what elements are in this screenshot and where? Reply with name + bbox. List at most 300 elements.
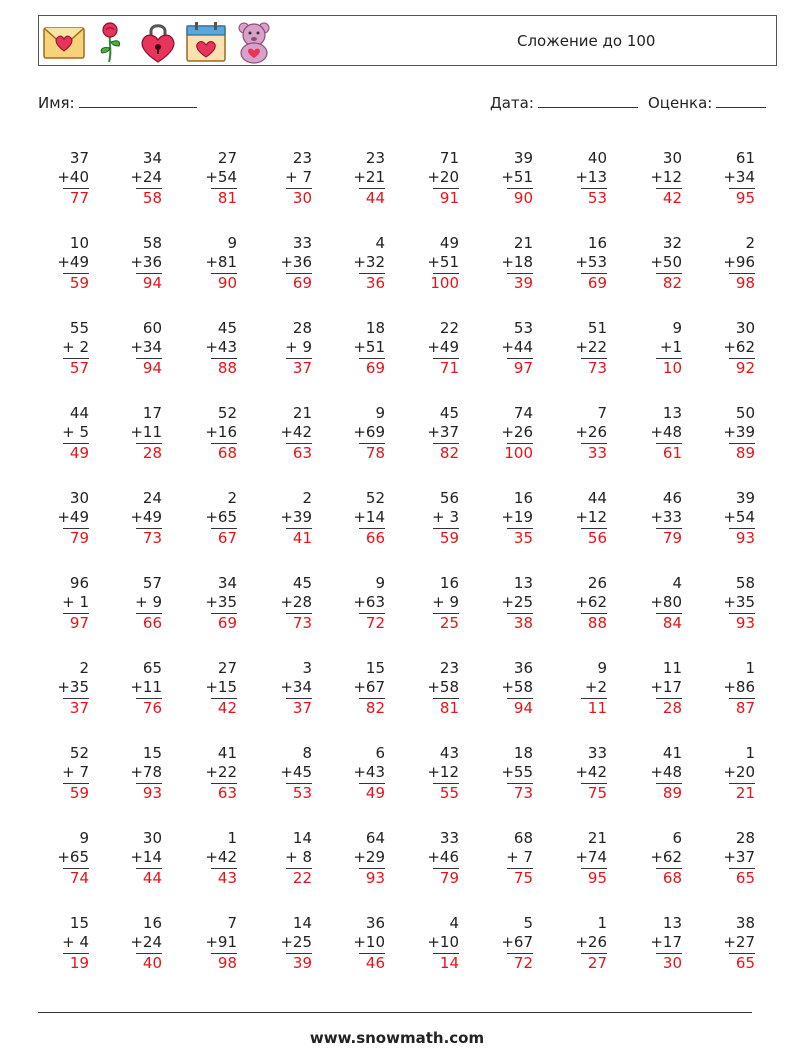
addend-top: 51 (587, 319, 607, 337)
answer: 69 (217, 614, 237, 632)
addition-problem (112, 403, 162, 473)
grade-label: Оценка: (648, 94, 713, 112)
addend-top: 15 (365, 659, 385, 677)
addend-top: 13 (513, 574, 533, 592)
addition-problem (557, 913, 607, 983)
answer: 53 (292, 784, 312, 802)
addend-bottom: +37 (427, 423, 459, 441)
addend-top: 9 (672, 319, 682, 337)
addend-top: 56 (439, 489, 459, 507)
answer: 75 (513, 869, 533, 887)
answer: 41 (292, 529, 312, 547)
answer: 93 (735, 529, 755, 547)
answer: 36 (365, 274, 385, 292)
addition-problem (632, 148, 682, 218)
addend-top: 32 (662, 234, 682, 252)
addend-bottom: +55 (501, 763, 533, 781)
addend-bottom: +48 (650, 423, 682, 441)
addend-top: 4 (375, 234, 385, 252)
addend-top: 30 (69, 489, 89, 507)
addend-bottom: +86 (723, 678, 755, 696)
addition-problem (632, 233, 682, 303)
answer: 21 (735, 784, 755, 802)
addition-problem (112, 658, 162, 728)
addend-bottom: +19 (501, 508, 533, 526)
addend-top: 44 (69, 404, 89, 422)
addend-top: 53 (513, 319, 533, 337)
addition-problem (335, 403, 385, 473)
addition-problem (335, 148, 385, 218)
answer: 100 (504, 444, 533, 462)
answer: 30 (292, 189, 312, 207)
addend-bottom: +36 (280, 253, 312, 271)
addend-bottom: +24 (130, 168, 162, 186)
addend-top: 27 (217, 659, 237, 677)
addend-top: 60 (142, 319, 162, 337)
addition-problem (409, 828, 459, 898)
answer: 66 (142, 614, 162, 632)
addend-bottom: +44 (501, 338, 533, 356)
answer: 93 (142, 784, 162, 802)
addend-bottom: +13 (575, 168, 607, 186)
answer: 27 (587, 954, 607, 972)
addend-top: 10 (69, 234, 89, 252)
answer: 94 (142, 359, 162, 377)
addend-bottom: +10 (353, 933, 385, 951)
addition-problem (632, 913, 682, 983)
addend-top: 2 (745, 234, 755, 252)
addend-top: 57 (142, 574, 162, 592)
answer: 76 (142, 699, 162, 717)
answer: 98 (217, 954, 237, 972)
answer: 84 (662, 614, 682, 632)
addition-problem (632, 743, 682, 813)
answer: 39 (513, 274, 533, 292)
addend-bottom: +20 (427, 168, 459, 186)
answer: 95 (735, 189, 755, 207)
addend-top: 11 (662, 659, 682, 677)
addend-bottom: +12 (575, 508, 607, 526)
addend-bottom: +62 (575, 593, 607, 611)
addend-bottom: +49 (130, 508, 162, 526)
addend-top: 43 (439, 744, 459, 762)
addend-bottom: +54 (723, 508, 755, 526)
addend-top: 1 (597, 914, 607, 932)
addition-problem (483, 318, 533, 388)
addition-problem (557, 318, 607, 388)
addition-problem (483, 488, 533, 558)
addition-problem (39, 658, 89, 728)
addition-problem (409, 488, 459, 558)
addend-top: 9 (597, 659, 607, 677)
addend-top: 15 (142, 744, 162, 762)
addend-bottom: +67 (501, 933, 533, 951)
addend-top: 17 (142, 404, 162, 422)
addend-top: 6 (375, 744, 385, 762)
date-label: Дата: (490, 94, 534, 112)
answer: 59 (69, 274, 89, 292)
addend-top: 52 (69, 744, 89, 762)
addend-top: 68 (513, 829, 533, 847)
addition-problem (262, 403, 312, 473)
addend-bottom: + 1 (62, 593, 89, 611)
addend-bottom: +49 (57, 253, 89, 271)
answer: 38 (513, 614, 533, 632)
addition-problem (632, 573, 682, 643)
answer: 75 (587, 784, 607, 802)
addition-problem (39, 828, 89, 898)
addend-top: 13 (662, 914, 682, 932)
addition-problem (112, 743, 162, 813)
answer: 97 (513, 359, 533, 377)
addend-top: 2 (302, 489, 312, 507)
addend-bottom: +42 (280, 423, 312, 441)
addition-problem (187, 743, 237, 813)
addend-top: 58 (735, 574, 755, 592)
addition-problem (335, 233, 385, 303)
addend-bottom: +11 (130, 423, 162, 441)
answer: 28 (142, 444, 162, 462)
addition-problem (187, 573, 237, 643)
addition-problem (557, 148, 607, 218)
addition-problem (39, 488, 89, 558)
addend-top: 24 (142, 489, 162, 507)
addition-problem (632, 488, 682, 558)
addend-bottom: +78 (130, 763, 162, 781)
addition-problem (187, 658, 237, 728)
addition-problem (187, 913, 237, 983)
addend-top: 21 (587, 829, 607, 847)
addend-top: 18 (365, 319, 385, 337)
addition-problem (705, 913, 755, 983)
answer: 68 (217, 444, 237, 462)
addend-bottom: + 8 (285, 848, 312, 866)
addend-top: 28 (292, 319, 312, 337)
addend-bottom: + 9 (135, 593, 162, 611)
addition-problem (705, 318, 755, 388)
addition-problem (483, 743, 533, 813)
answer: 37 (69, 699, 89, 717)
addend-bottom: + 7 (62, 763, 89, 781)
addition-problem (187, 148, 237, 218)
addition-problem (112, 573, 162, 643)
addend-bottom: +16 (205, 423, 237, 441)
answer: 79 (662, 529, 682, 547)
addend-bottom: +32 (353, 253, 385, 271)
answer: 49 (69, 444, 89, 462)
answer: 35 (513, 529, 533, 547)
addend-top: 45 (217, 319, 237, 337)
addition-problem (39, 743, 89, 813)
addend-bottom: +33 (650, 508, 682, 526)
addition-problem (632, 658, 682, 728)
addend-top: 34 (142, 149, 162, 167)
addition-problem (705, 403, 755, 473)
addend-bottom: +35 (205, 593, 237, 611)
addition-problem (39, 913, 89, 983)
answer: 42 (662, 189, 682, 207)
addend-top: 23 (439, 659, 459, 677)
answer: 89 (735, 444, 755, 462)
addition-problem (483, 828, 533, 898)
answer: 69 (292, 274, 312, 292)
addition-problem (705, 658, 755, 728)
answer: 57 (69, 359, 89, 377)
addend-top: 61 (735, 149, 755, 167)
addend-top: 74 (513, 404, 533, 422)
addend-top: 22 (439, 319, 459, 337)
addend-top: 9 (227, 234, 237, 252)
answer: 55 (439, 784, 459, 802)
addition-problem (39, 318, 89, 388)
answer: 71 (439, 359, 459, 377)
addition-problem (409, 743, 459, 813)
addition-problem (632, 828, 682, 898)
addend-top: 1 (745, 744, 755, 762)
addition-problem (483, 148, 533, 218)
answer: 88 (217, 359, 237, 377)
addend-top: 46 (662, 489, 682, 507)
addend-bottom: +80 (650, 593, 682, 611)
addend-bottom: +42 (205, 848, 237, 866)
addend-bottom: + 3 (432, 508, 459, 526)
answer: 43 (217, 869, 237, 887)
addend-top: 52 (217, 404, 237, 422)
addition-problem (557, 658, 607, 728)
addend-top: 7 (227, 914, 237, 932)
addend-bottom: +46 (427, 848, 459, 866)
addend-top: 37 (69, 149, 89, 167)
addend-top: 2 (227, 489, 237, 507)
addition-problem (39, 148, 89, 218)
answer: 73 (292, 614, 312, 632)
addend-top: 14 (292, 914, 312, 932)
addend-top: 39 (513, 149, 533, 167)
addend-bottom: +34 (280, 678, 312, 696)
answer: 63 (217, 784, 237, 802)
answer: 59 (439, 529, 459, 547)
addend-bottom: +2 (584, 678, 607, 696)
answer: 58 (142, 189, 162, 207)
addend-top: 5 (523, 914, 533, 932)
addition-problem (262, 488, 312, 558)
worksheet-title: Сложение до 100 (517, 32, 656, 50)
addition-problem (409, 148, 459, 218)
addend-bottom: +49 (57, 508, 89, 526)
addition-problem (112, 828, 162, 898)
addend-top: 28 (735, 829, 755, 847)
answer: 93 (365, 869, 385, 887)
answer: 89 (662, 784, 682, 802)
answer: 53 (587, 189, 607, 207)
addend-bottom: +74 (575, 848, 607, 866)
addend-top: 13 (662, 404, 682, 422)
addition-problem (39, 573, 89, 643)
answer: 39 (292, 954, 312, 972)
addend-top: 39 (735, 489, 755, 507)
addend-bottom: +21 (353, 168, 385, 186)
addend-bottom: +69 (353, 423, 385, 441)
footer-divider (38, 1012, 752, 1013)
addend-bottom: +58 (427, 678, 459, 696)
addend-bottom: +91 (205, 933, 237, 951)
addend-bottom: +51 (501, 168, 533, 186)
answer: 22 (292, 869, 312, 887)
answer: 44 (365, 189, 385, 207)
answer: 98 (735, 274, 755, 292)
addend-top: 7 (597, 404, 607, 422)
answer: 93 (735, 614, 755, 632)
addend-top: 9 (79, 829, 89, 847)
addition-problem (557, 233, 607, 303)
addend-top: 21 (513, 234, 533, 252)
addend-top: 4 (672, 574, 682, 592)
addend-top: 26 (587, 574, 607, 592)
addition-problem (705, 828, 755, 898)
answer: 72 (513, 954, 533, 972)
addend-bottom: +45 (280, 763, 312, 781)
addition-problem (262, 828, 312, 898)
addend-bottom: +65 (57, 848, 89, 866)
addend-bottom: + 5 (62, 423, 89, 441)
addition-problem (112, 913, 162, 983)
addition-problem (483, 233, 533, 303)
answer: 91 (439, 189, 459, 207)
addition-problem (335, 658, 385, 728)
answer: 59 (69, 784, 89, 802)
addend-bottom: +14 (130, 848, 162, 866)
answer: 79 (439, 869, 459, 887)
addend-top: 1 (745, 659, 755, 677)
addend-top: 27 (217, 149, 237, 167)
addend-bottom: +36 (130, 253, 162, 271)
addend-top: 16 (439, 574, 459, 592)
addend-top: 52 (365, 489, 385, 507)
addend-top: 30 (142, 829, 162, 847)
addend-bottom: +20 (723, 763, 755, 781)
addend-bottom: + 4 (62, 933, 89, 951)
addition-problem (187, 403, 237, 473)
addend-bottom: +43 (205, 338, 237, 356)
answer: 66 (365, 529, 385, 547)
answer: 25 (439, 614, 459, 632)
addend-top: 36 (365, 914, 385, 932)
addend-bottom: +39 (723, 423, 755, 441)
addend-bottom: +37 (723, 848, 755, 866)
addend-bottom: +53 (575, 253, 607, 271)
addition-problem (335, 828, 385, 898)
addition-problem (112, 233, 162, 303)
addition-problem (483, 573, 533, 643)
addend-top: 8 (302, 744, 312, 762)
addition-problem (112, 318, 162, 388)
addition-problem (483, 913, 533, 983)
answer: 81 (439, 699, 459, 717)
addend-top: 15 (69, 914, 89, 932)
addend-bottom: +17 (650, 933, 682, 951)
addend-top: 21 (292, 404, 312, 422)
addend-bottom: +51 (353, 338, 385, 356)
addend-top: 50 (735, 404, 755, 422)
addend-bottom: +35 (57, 678, 89, 696)
addend-bottom: + 7 (285, 168, 312, 186)
addend-top: 14 (292, 829, 312, 847)
addition-problem (705, 488, 755, 558)
answer: 69 (365, 359, 385, 377)
addition-problem (409, 573, 459, 643)
addition-problem (705, 573, 755, 643)
addition-problem (409, 658, 459, 728)
answer: 42 (217, 699, 237, 717)
addend-top: 16 (587, 234, 607, 252)
answer: 30 (662, 954, 682, 972)
answer: 37 (292, 699, 312, 717)
addend-top: 36 (513, 659, 533, 677)
addend-top: 55 (69, 319, 89, 337)
addition-problem (335, 488, 385, 558)
addition-problem (409, 913, 459, 983)
addition-problem (557, 573, 607, 643)
addition-problem (262, 148, 312, 218)
addend-top: 33 (587, 744, 607, 762)
addition-problem (187, 828, 237, 898)
addend-bottom: +51 (427, 253, 459, 271)
addition-problem (557, 828, 607, 898)
footer-url[interactable]: www.snowmath.com (309, 1029, 485, 1047)
addition-problem (409, 403, 459, 473)
addition-problem (409, 318, 459, 388)
addition-problem (557, 743, 607, 813)
addition-problem (187, 233, 237, 303)
addend-bottom: +43 (353, 763, 385, 781)
addend-bottom: +50 (650, 253, 682, 271)
addend-top: 71 (439, 149, 459, 167)
addend-top: 1 (227, 829, 237, 847)
addend-bottom: +35 (723, 593, 755, 611)
answer: 81 (217, 189, 237, 207)
addend-bottom: +18 (501, 253, 533, 271)
answer: 40 (142, 954, 162, 972)
addend-top: 30 (662, 149, 682, 167)
answer: 82 (365, 699, 385, 717)
answer: 73 (142, 529, 162, 547)
addend-top: 44 (587, 489, 607, 507)
addition-problem (39, 403, 89, 473)
addend-top: 3 (302, 659, 312, 677)
addend-top: 34 (217, 574, 237, 592)
answer: 14 (439, 954, 459, 972)
addend-top: 96 (69, 574, 89, 592)
addend-top: 6 (672, 829, 682, 847)
addend-top: 49 (439, 234, 459, 252)
addition-problem (112, 148, 162, 218)
answer: 63 (292, 444, 312, 462)
addend-top: 64 (365, 829, 385, 847)
addend-bottom: + 9 (285, 338, 312, 356)
answer: 73 (587, 359, 607, 377)
addend-bottom: +62 (650, 848, 682, 866)
addend-bottom: +34 (130, 338, 162, 356)
addition-problem (705, 233, 755, 303)
addend-bottom: + 9 (432, 593, 459, 611)
addend-top: 18 (513, 744, 533, 762)
addition-problem (632, 318, 682, 388)
answer: 72 (365, 614, 385, 632)
addend-bottom: +96 (723, 253, 755, 271)
addend-bottom: +22 (575, 338, 607, 356)
addend-bottom: +25 (280, 933, 312, 951)
addend-bottom: +12 (650, 168, 682, 186)
